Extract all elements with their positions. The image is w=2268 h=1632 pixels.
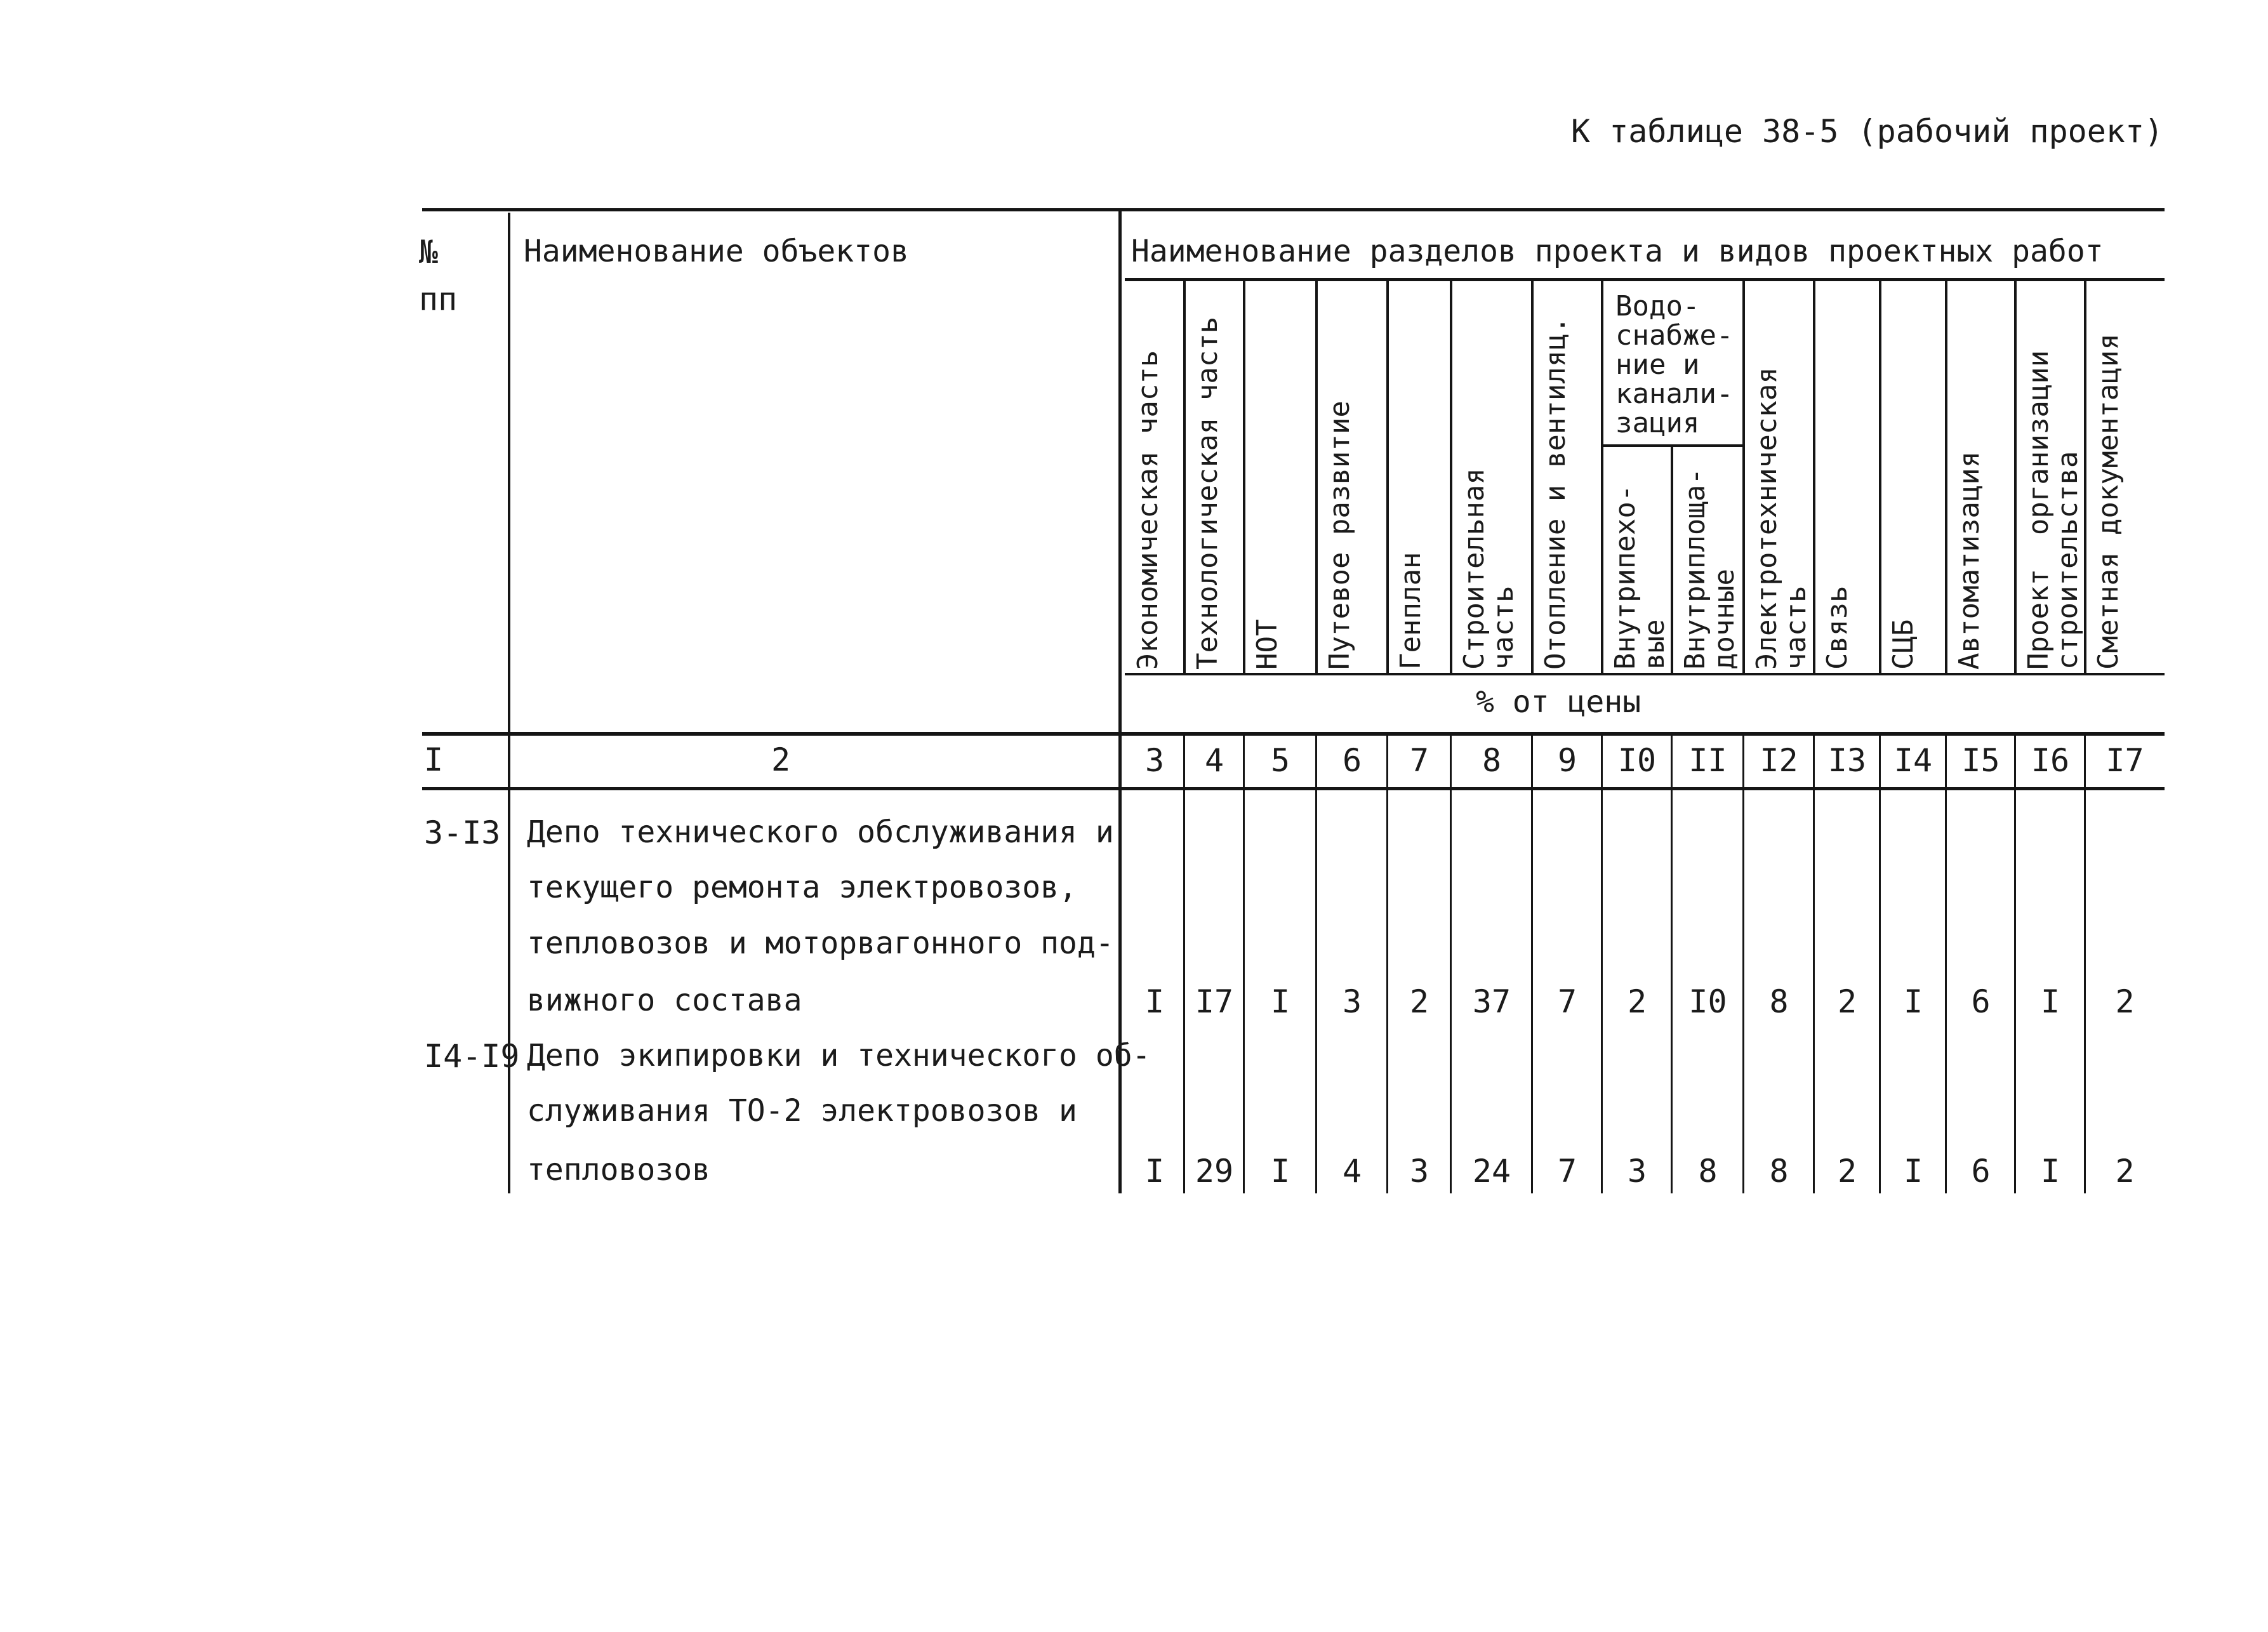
row-number: I4-I9 <box>424 1038 520 1075</box>
column-label: Внутриплоща- дочные <box>1679 468 1741 670</box>
value-cell: 6 <box>1971 983 1991 1020</box>
value-cell: 3 <box>1409 1153 1429 1190</box>
name-column-header: Наименование объектов <box>524 234 909 269</box>
column-rule <box>1813 736 1815 1193</box>
column-number: I2 <box>1760 742 1798 779</box>
value-cell: 2 <box>1837 983 1857 1020</box>
column-rule <box>1243 281 1245 673</box>
value-cell: I <box>1144 983 1165 1020</box>
column-rule <box>1813 281 1815 673</box>
column-rule <box>1945 281 1947 673</box>
object-name-line: Депо технического обслуживания и <box>527 814 1114 850</box>
column-label: Строительная часть <box>1458 468 1520 670</box>
column-number: 3 <box>1144 742 1165 779</box>
column-label: Автоматизация <box>1953 451 1986 670</box>
value-cell: 2 <box>1409 983 1429 1020</box>
column-rule <box>1671 736 1673 1193</box>
column-rule <box>1601 281 1603 673</box>
object-name-line: тепловозов <box>527 1152 710 1188</box>
column-label: НОТ <box>1251 619 1283 670</box>
value-cell: 3 <box>1342 983 1362 1020</box>
value-cell: 8 <box>1769 1153 1789 1190</box>
header-bottom-rule <box>422 732 2165 736</box>
column-number: I4 <box>1893 742 1933 779</box>
column-number: 4 <box>1204 742 1224 779</box>
value-cell: I <box>1270 983 1290 1020</box>
percent-of-price-label: % от цены <box>1476 684 1641 720</box>
value-cell: 2 <box>2115 983 2135 1020</box>
column-label: Экономическая часть <box>1132 350 1164 670</box>
column-number: I5 <box>1961 742 2000 779</box>
column-rule <box>1183 736 1185 1193</box>
column-rule <box>1450 736 1452 1193</box>
column-number: II <box>1688 742 1727 779</box>
value-cell: 29 <box>1195 1153 1234 1190</box>
column-rule <box>1531 736 1533 1193</box>
object-name-line: служивания ТО-2 электровозов и <box>527 1093 1077 1129</box>
object-name-line: Депо экипировки и технического об- <box>527 1038 1151 1073</box>
value-cell: 6 <box>1971 1153 1991 1190</box>
number-column-header <box>419 234 457 317</box>
column-rule <box>1243 736 1245 1193</box>
sections-title: Наименование разделов проекта и видов проектных работ <box>1131 234 2104 269</box>
column-label: Внутрипехо- вые <box>1609 484 1671 670</box>
object-name-line: текущего ремонта электровозов, <box>527 870 1077 905</box>
column-rule <box>1386 281 1389 673</box>
index-cell-1: I <box>424 741 444 778</box>
value-cell: 2 <box>1627 983 1647 1020</box>
column-rule <box>2084 736 2086 1193</box>
value-cell: 7 <box>1557 1153 1577 1190</box>
object-name-line: тепловозов и моторвагонного под- <box>527 925 1114 961</box>
sections-title-rule <box>1125 278 2165 281</box>
value-cell: 2 <box>2115 1153 2135 1190</box>
column-number: I0 <box>1617 742 1657 779</box>
value-cell: 7 <box>1557 983 1577 1020</box>
column-rule <box>2014 281 2017 673</box>
column-rule <box>2014 736 2016 1193</box>
column-rule <box>1450 281 1452 673</box>
value-cell: I <box>1903 1153 1923 1190</box>
value-cell: 37 <box>1472 983 1511 1020</box>
column-rule <box>1879 736 1881 1193</box>
value-cell: I <box>2040 983 2060 1020</box>
column-number: 8 <box>1482 742 1502 779</box>
column-label: Путевое развитие <box>1323 401 1356 670</box>
column-rule <box>1315 281 1318 673</box>
value-cell: I <box>1144 1153 1165 1190</box>
column-label: Электротехническая часть <box>1751 367 1812 670</box>
column-label: Проект организации строительства <box>2022 350 2084 670</box>
column-rule <box>1386 736 1388 1193</box>
column-label: Отопление и вентиляц. <box>1539 316 1572 670</box>
index-cell-2: 2 <box>771 741 791 778</box>
value-cell: 2 <box>1837 1153 1857 1190</box>
value-cell: 24 <box>1472 1153 1511 1190</box>
column-number: 9 <box>1557 742 1577 779</box>
column-rule <box>1531 281 1534 673</box>
value-cell: I <box>1903 983 1923 1020</box>
value-cell: 8 <box>1698 1153 1718 1190</box>
column-label: Генплан <box>1395 552 1427 670</box>
column-rule <box>1671 444 1673 673</box>
column-rule <box>1945 736 1947 1193</box>
number-abbrev: пп <box>419 281 458 317</box>
column-number: I6 <box>2031 742 2070 779</box>
column-rule <box>2084 281 2086 673</box>
table-caption: К таблице 38-5 (рабочий проект) <box>1571 113 2164 150</box>
value-cell: I0 <box>1688 983 1727 1020</box>
column-number: 6 <box>1342 742 1362 779</box>
index-row-rule <box>422 787 2165 790</box>
column-label: Связь <box>1821 585 1854 670</box>
row-number: 3-I3 <box>424 814 501 851</box>
column-rule <box>1183 281 1186 673</box>
vertical-labels-rule <box>1125 673 2165 675</box>
column-number: I3 <box>1827 742 1867 779</box>
water-supply-group-header: Водо- снабже- ние и канали- зация <box>1615 290 1734 439</box>
column-rule <box>1601 736 1603 1193</box>
column-number: I7 <box>2106 742 2144 779</box>
column-rule <box>1879 281 1881 673</box>
column-number: 5 <box>1270 742 1290 779</box>
value-cell: I <box>1270 1153 1290 1190</box>
column-label: СЦБ <box>1887 619 1920 670</box>
value-cell: 4 <box>1342 1153 1362 1190</box>
column-rule <box>1315 736 1317 1193</box>
value-cell: I7 <box>1195 983 1234 1020</box>
column-label: Технологическая часть <box>1191 316 1224 670</box>
number-symbol: № <box>419 234 439 270</box>
column-rule <box>1742 736 1744 1193</box>
column-rule <box>1742 281 1745 673</box>
value-cell: 3 <box>1627 1153 1647 1190</box>
value-cell: 8 <box>1769 983 1789 1020</box>
column-label: Сметная документация <box>2092 333 2125 670</box>
column-number: 7 <box>1409 742 1429 779</box>
top-rule <box>422 208 2165 211</box>
object-name-line: вижного состава <box>527 983 802 1018</box>
value-cell: I <box>2040 1153 2060 1190</box>
